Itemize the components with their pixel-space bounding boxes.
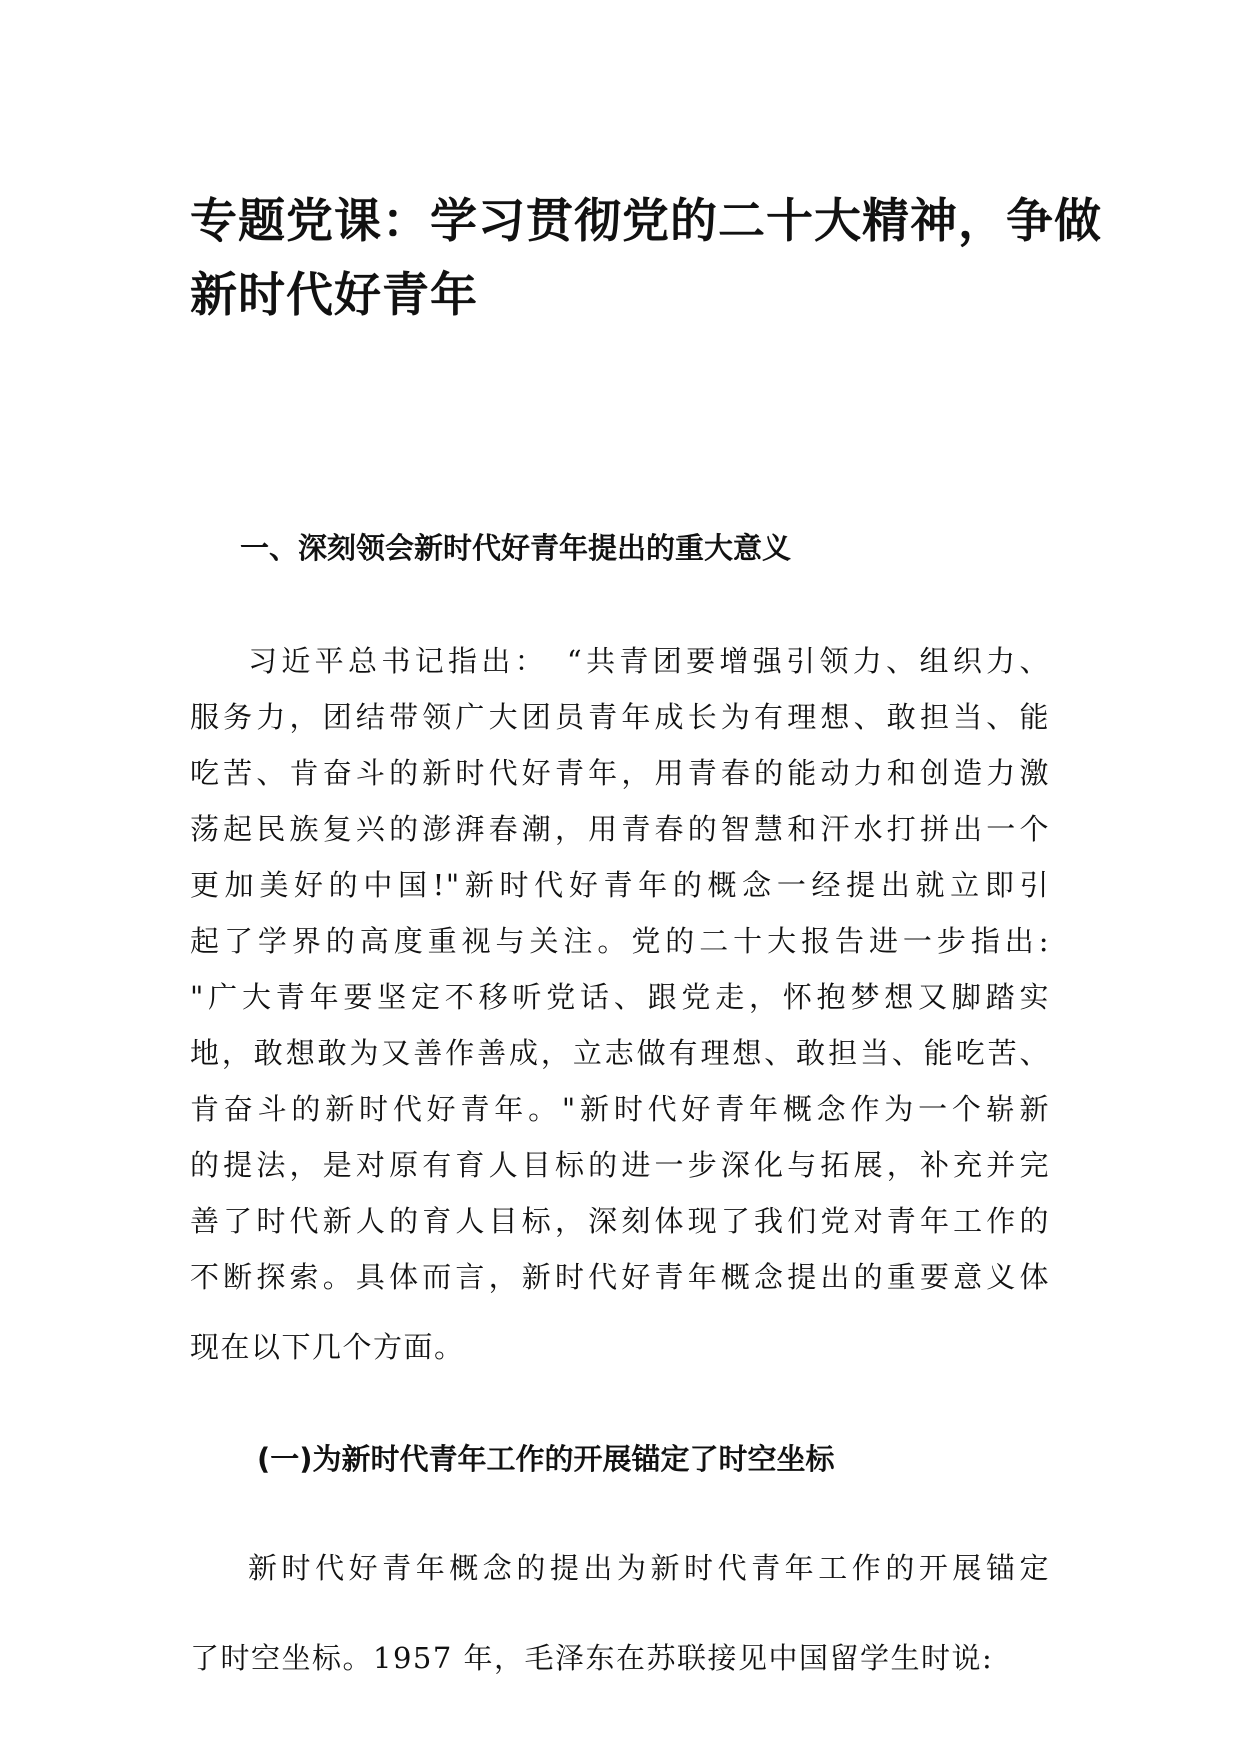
body-paragraph (190, 633, 1050, 1375)
paragraph-line: 现在以下几个方面。 (190, 1330, 465, 1364)
paragraph-line: 服务力，团结带领广大团员青年成长为有理想、敢担当、能 (190, 700, 1050, 734)
paragraph-line: 善了时代新人的育人目标，深刻体现了我们党对青年工作的 (190, 1204, 1050, 1238)
paragraph-line: 起了学界的高度重视与关注。党的二十大报告进一步指出: (190, 924, 1050, 958)
paragraph-line: 了时空坐标。1957 年，毛泽东在苏联接见中国留学生时说: (190, 1641, 994, 1675)
paragraph-line: 吃苦、肯奋斗的新时代好青年，用青春的能动力和创造力激 (190, 756, 1050, 790)
paragraph-line: "广大青年要坚定不移听党话、跟党走，怀抱梦想又脚踏实 (190, 980, 1050, 1014)
section-heading: 一、深刻领会新时代好青年提出的重大意义 (240, 531, 792, 565)
body-paragraph (190, 1540, 1050, 1686)
paragraph-line: 更加美好的中国!"新时代好青年的概念一经提出就立即引 (190, 868, 1050, 902)
paragraph-line: 肯奋斗的新时代好青年。"新时代好青年概念作为一个崭新 (190, 1092, 1050, 1126)
paragraph-line: 地，敢想敢为又善作善成，立志做有理想、敢担当、能吃苦、 (190, 1036, 1050, 1070)
title-line: 新时代好青年 (190, 268, 478, 323)
paragraph-line: 习近平总书记指出： “共青团要增强引领力、组织力、 (248, 644, 1050, 678)
paragraph-line: 荡起民族复兴的澎湃春潮，用青春的智慧和汗水打拼出一个 (190, 812, 1050, 846)
title-line: 专题党课：学习贯彻党的二十大精神，争做 (190, 194, 1102, 249)
paragraph-line: 不断探索。具体而言，新时代好青年概念提出的重要意义体 (190, 1260, 1050, 1294)
subsection-heading: (一)为新时代青年工作的开展锚定了时空坐标 (257, 1442, 835, 1476)
paragraph-line: 的提法，是对原有育人目标的进一步深化与拓展，补充并完 (190, 1148, 1050, 1182)
paragraph-line: 新时代好青年概念的提出为新时代青年工作的开展锚定 (248, 1551, 1050, 1585)
document-title (190, 185, 1102, 333)
